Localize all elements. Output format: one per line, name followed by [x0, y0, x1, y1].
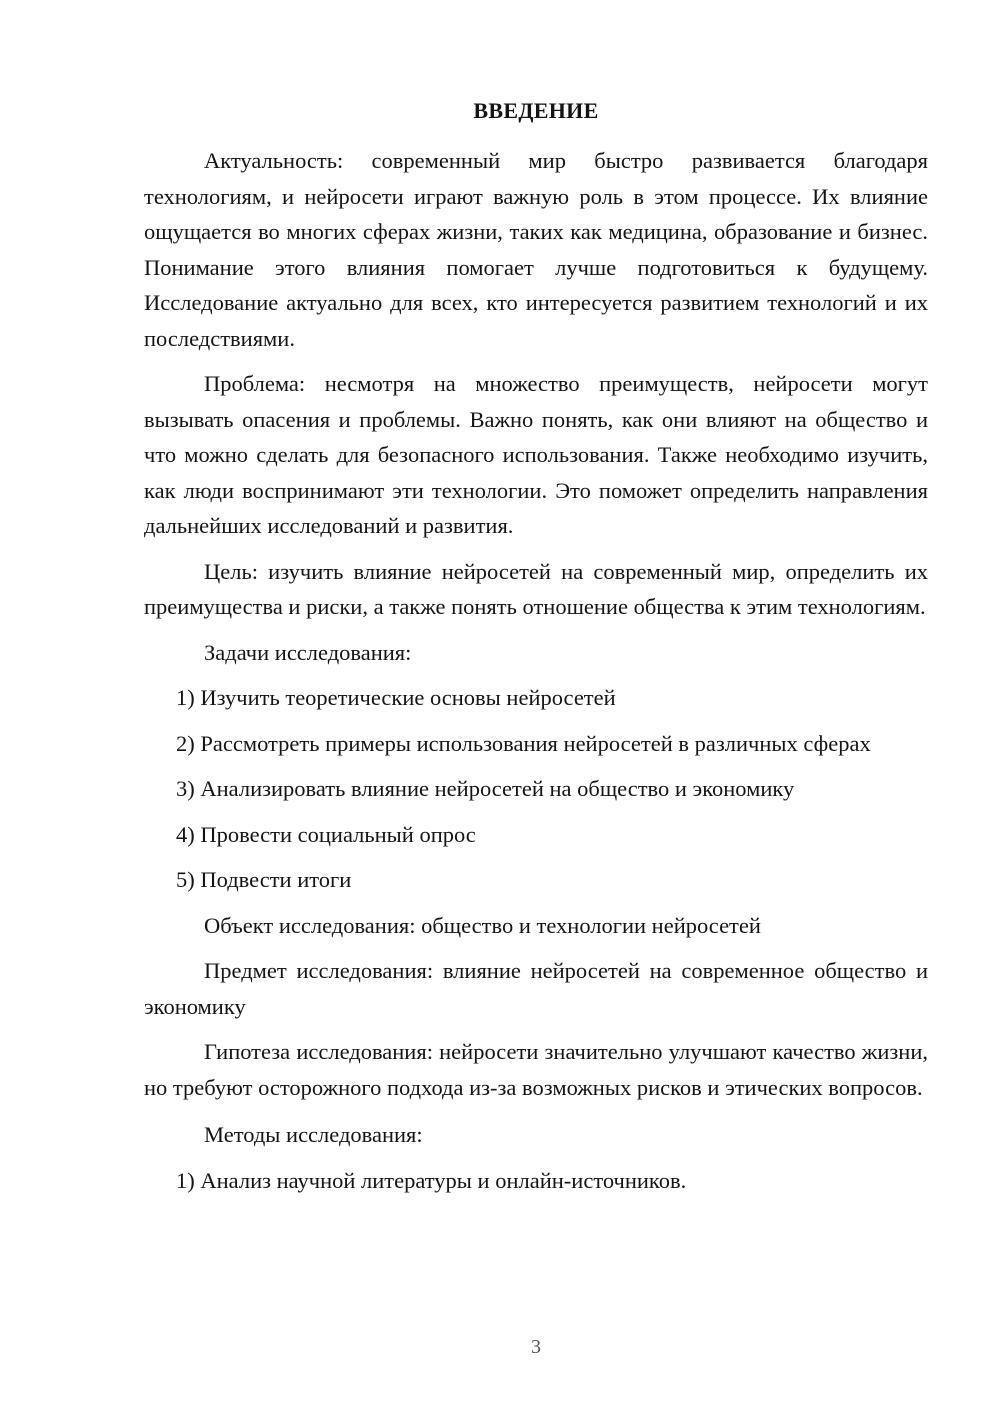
method-item-1: 1) Анализ научной литературы и онлайн-источников.: [176, 1167, 687, 1193]
page-number: 3: [531, 1336, 541, 1358]
task-item-3: 3) Анализировать влияние нейросетей на общество и экономику: [176, 776, 795, 801]
task-item-1: 1) Изучить теоретические основы нейросетей: [176, 685, 616, 710]
methods-heading: Методы исследования:: [204, 1122, 423, 1147]
section-title: ВВЕДЕНИЕ: [473, 98, 599, 123]
paragraph-hypothesis: Гипотеза исследования: нейросети значительно улучшают качество жизни, но требуют осторожного подхода из-за возможных рисков и этических вопросов.: [144, 1039, 928, 1100]
task-item-5: 5) Подвести итоги: [176, 867, 352, 892]
paragraph-object: Объект исследования: общество и технологии нейросетей: [204, 912, 761, 938]
paragraph-relevance: Актуальность: современный мир быстро развивается благодаря технологиям, и нейросети играют важную роль в этом процессе. Их влияние ощущается во многих сферах жизни, таких как медицина, образование и бизнес. Понимание этого влияния помогает лучше подготовиться к будущему. Исследование актуально для всех, кто интересуется развитием технологий и их последствиями.: [144, 148, 928, 351]
task-item-2: 2) Рассмотреть примеры использования нейросетей в различных сферах: [176, 730, 871, 756]
task-item-4: 4) Провести социальный опрос: [176, 821, 476, 847]
document-body: [144, 143, 928, 1198]
paragraph-subject: Предмет исследования: влияние нейросетей на современное общество и экономику: [144, 958, 928, 1019]
paragraph-goal: Цель: изучить влияние нейросетей на современный мир, определить их преимущества и риски, а также понять отношение общества к этим технологиям.: [144, 558, 928, 619]
tasks-heading: Задачи исследования:: [204, 639, 412, 665]
paragraph-problem: Проблема: несмотря на множество преимуществ, нейросети могут вызывать опасения и проблемы. Важно понять, как они влияют на общество и что можно сделать для безопасного использования. Также необходимо изучить, как люди воспринимают эти технологии. Это поможет определить направления дальнейших исследований и развития.: [144, 371, 928, 538]
